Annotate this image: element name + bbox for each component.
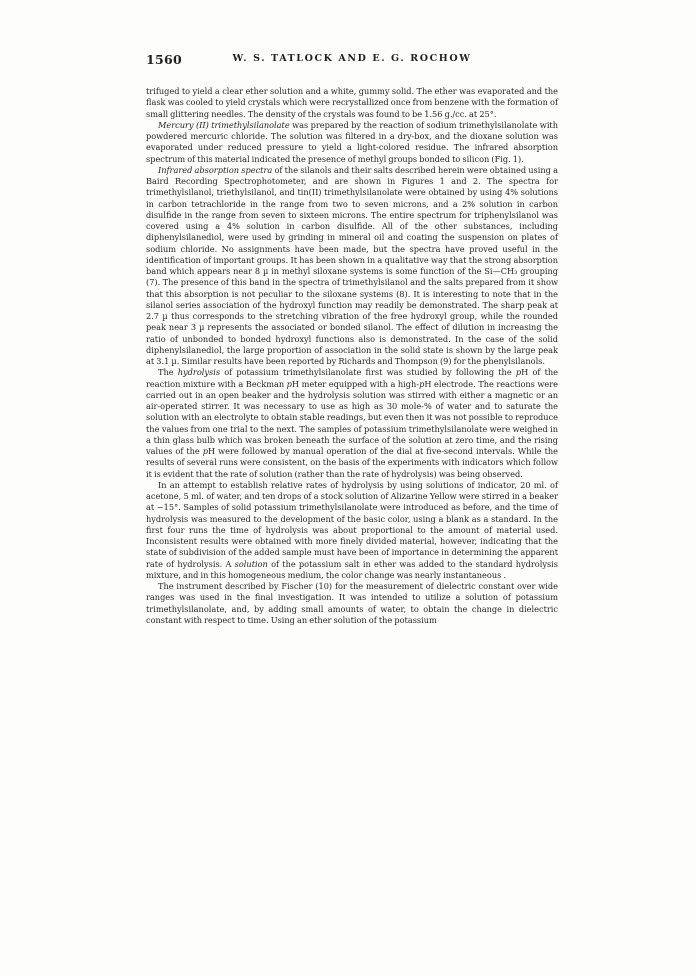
- body-paragraph: [146, 367, 558, 480]
- italic-run: hydrolysis: [177, 367, 221, 378]
- text-run: H electrode. The reactions were carried out in an open beaker and the hydrolysis solution was stirred with either a magnetic or an air-operated stirrer. It was necessary to use as high as 30 mole-% of water and to saturate the solution with an electrolyte to obtain stable readings, but even then it was not possible to reproduce the values from one trial to the next. The samples of potassium trimethylsilanolate were weighed in a thin glass bulb which was broken beneath the surface of the solution at zero time, and the rising values of the: [146, 378, 559, 456]
- italic-run: Infrared absorption spectra: [158, 164, 273, 175]
- body-paragraph: [146, 86, 558, 120]
- text-run: was prepared by the reaction of sodium trimethylsilanolate with powdered mercuric chloride. The solution was filtered in a dry-box, and the dioxane solution was evaporated under reduced pressure to yield a light-colored residue. The infrared absorption spectrum of this material indicated the presence of methyl groups bonded to silicon (Fig. 1).: [146, 119, 558, 164]
- text-run: H of the reaction mixture with a Beckman: [146, 367, 559, 389]
- text-run: of potassium trimethylsilanolate first was studied by following the: [220, 367, 516, 378]
- text-run: of the potassium salt in ether was added to the standard hydrolysis mixture, and in this homogeneous medium, the color change was nearly instantaneous .: [146, 558, 558, 580]
- text-run: trifuged to yield a clear ether solution and a white, gummy solid. The ether was evaporated and the flask was cooled to yield crystals which were recrystallized once from benzene with the formation of small glittering needles. The density of the crystals was found to be 1.56 g./cc. at 25°.: [146, 86, 558, 119]
- body-paragraph: [146, 480, 558, 581]
- italic-run: solution: [234, 558, 268, 569]
- text-run: In an attempt to establish relative rates of hydrolysis by using solutions of indicator, 20 ml. of acetone, 5 ml. of water, and ten drops of a stock solution of Alizarine Yellow were stirred in a beaker at −15°. Samples of solid potassium trimethylsilanolate were introduced as before, and the time of hydrolysis was measured to the development of the basic color, using a blank as a standard. In the first four runs the time of hydrolysis was about proportional to the amount of material used. Inconsistent results were obtained with more finely divided material, however, indicating that the state of subdivision of the added sample must have been of importance in determining the apparent rate of hydrolysis. A: [146, 479, 558, 569]
- page-number: 1560: [146, 52, 182, 67]
- body-paragraph: [146, 165, 558, 368]
- text-run: The instrument described by Fischer (10) for the measurement of dielectric constant over wide ranges was used in the final investigation. It was intended to utilize a solution of potassium trimethylsilanolate, and, by adding small amounts of water, to obtain the change in dielectric constant with respect to time. Using an ether solution of the potassium: [146, 581, 558, 625]
- italic-run: p: [202, 446, 209, 456]
- italic-run: p: [515, 367, 522, 378]
- page-header: [146, 52, 558, 68]
- text-run: of the silanols and their salts described herein were obtained using a Baird Recording Spectrophotometer, and are shown in Figures 1 and 2. The spectra for trimethylsilanol, triethylsilanol, and tin(II) trimethylsilanolate were obtained by using 4% solutions in carbon tetrachloride in the range from two to seven microns, and a 2% solution in carbon disulfide in the range from seven to sixteen microns. The entire spectrum for triphenylsilanol was covered using a 4% solution in carbon disulfide. All of the other substances, including diphenylsilanediol, were used by grinding in mineral oil and coating the suspension on plates of sodium chloride. No assignments have been made, but the spectra have proved useful in the identification of important groups. It has been shown in a qualitative way that the strong absorption band which appears near 8 µ in methyl siloxane systems is some function of the Si—CH₃ grouping (7). The presence of this band in the spectra of trimethylsilanol and the salts prepared from it show that this absorption is not peculiar to the siloxane systems (8). It is interesting to note that in the silanol series association of the hydroxyl function may readily be demonstrated. The sharp peak at 2.7 µ thus corresponds to the stretching vibration of the free hydroxyl group, while the rounded peak near 3 µ represents the associated or bonded silanol. The effect of dilution in increasing the ratio of unbonded to bonded hydroxyl functions also is demonstrated. In the case of the solid diphenylsilanediol, the large proportion of association in the solid state is shown by the large peak at 3.1 µ. Similar results have been reported by Richards and Thompson (9) for the phenylsilanols.: [146, 164, 558, 366]
- italic-run: Mercury (II) trimethylsilanolate: [158, 119, 290, 130]
- italic-run: p: [419, 378, 425, 389]
- text-run: H meter equipped with a high-: [291, 378, 420, 389]
- body-paragraph: [146, 581, 558, 626]
- italic-run: p: [286, 378, 292, 389]
- text-run: H were followed by manual operation of the dial at five-second intervals. While the results of several runs were consistent, on the basis of the experiments with indicators which follow it is evident that the rate of solution (rather than the rate of hydrolysis) was being observed.: [146, 446, 559, 479]
- running-head-authors: W. S. TATLOCK AND E. G. ROCHOW: [232, 53, 472, 64]
- body-paragraph: [146, 120, 558, 165]
- article-body: [146, 86, 558, 626]
- text-run: The: [158, 367, 178, 378]
